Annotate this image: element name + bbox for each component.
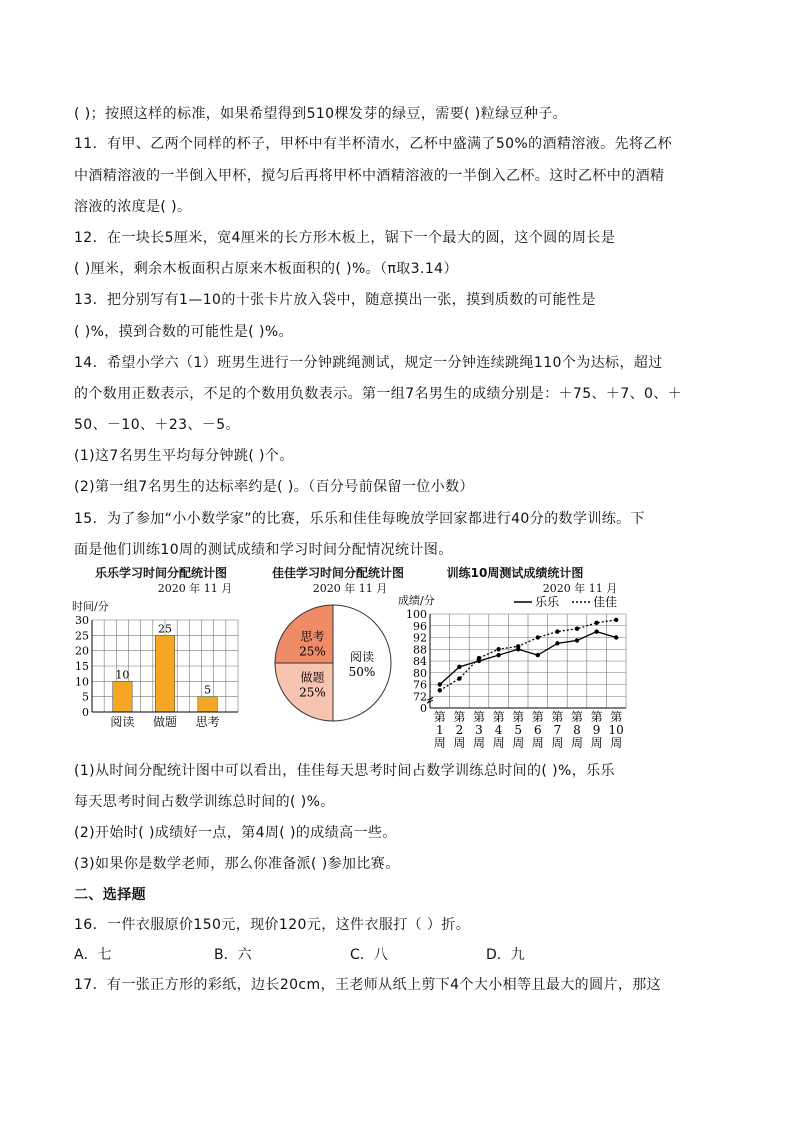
x-tick-label: 周 xyxy=(570,736,584,750)
bar-chart-date: 2020 年 11 月 xyxy=(157,582,233,595)
question-12-line-2: ( )厘米，剩余木板面积占原来木板面积的( )%。（π取3.14） xyxy=(74,261,458,277)
data-point xyxy=(614,635,618,639)
x-tick-label: 第 xyxy=(512,710,525,724)
x-tick-label: 第 xyxy=(492,710,505,724)
question-17: 17．有一张正方形的彩纸，边长20cm，王老师从纸上剪下4个大小相等且最大的圆片，那这 xyxy=(74,977,662,993)
x-tick-label: 周 xyxy=(433,736,446,750)
bar xyxy=(198,697,217,712)
x-tick-label: 第 xyxy=(472,710,486,724)
line-chart xyxy=(396,592,631,757)
y-tick-label: 10 xyxy=(75,675,89,689)
question-14-line-1: 14．希望小学六（1）班男生进行一分钟跳绳测试，规定一分钟连续跳绳110个为达标，超过 xyxy=(74,355,663,371)
question-13-line-2: ( )%，摸到合数的可能性是( )%。 xyxy=(74,324,293,340)
question-15-sub-1-line-1: (1)从时间分配统计图中可以看出，佳佳每天思考时间占数学训练总时间的( )%，乐乐 xyxy=(74,763,615,779)
line-chart-date: 2020 年 11 月 xyxy=(542,582,618,595)
text-line-1: ( )；按照这样的标准，如果希望得到510棵发芽的绿豆，需要( )粒绿豆种子。 xyxy=(74,106,568,122)
y-tick-label: 0 xyxy=(420,702,427,715)
pie-slice-label: 思考 xyxy=(300,629,325,644)
bar-data-label: 10 xyxy=(115,668,130,682)
legend-label: 乐乐 xyxy=(535,595,560,609)
pie-slice-value: 50% xyxy=(348,665,376,679)
question-14-line-2: 的个数用正数表示，不足的个数用负数表示。第一组7名男生的成绩分别是：＋75、＋7、0、＋ xyxy=(74,386,683,402)
x-tick-label: 1 xyxy=(435,723,444,737)
pie-chart-title: 佳佳学习时间分配统计图 xyxy=(271,566,404,580)
pie-slice-label: 做题 xyxy=(300,670,325,685)
y-tick-label: 0 xyxy=(82,706,89,719)
pie-slice-label: 阅读 xyxy=(349,650,375,664)
data-point xyxy=(594,629,598,633)
data-point xyxy=(614,618,618,622)
y-tick-label: 88 xyxy=(413,643,427,657)
x-tick-label: 第 xyxy=(531,710,544,724)
x-tick-label: 9 xyxy=(592,723,601,737)
question-15-sub-1-line-2: 每天思考时间占数学训练总时间的( )%。 xyxy=(74,794,335,810)
pie-chart-date: 2020 年 11 月 xyxy=(312,582,388,595)
x-tick-label: 7 xyxy=(553,723,562,737)
x-tick-label: 阅读 xyxy=(110,715,135,729)
y-tick-label: 72 xyxy=(413,690,427,704)
y-tick-label: 84 xyxy=(413,655,427,668)
y-tick-label: 5 xyxy=(82,690,89,704)
x-tick-label: 做题 xyxy=(152,715,178,729)
data-point xyxy=(457,676,461,680)
x-tick-label: 周 xyxy=(590,736,603,750)
data-point xyxy=(438,688,442,692)
data-point xyxy=(536,635,540,639)
bar-chart xyxy=(70,612,250,732)
data-point xyxy=(555,641,559,645)
question-15-sub-3: (3)如果你是数学老师，那么你准备派( )参加比赛。 xyxy=(74,856,400,872)
y-tick-label: 100 xyxy=(406,608,427,621)
x-tick-label: 思考 xyxy=(195,715,220,729)
bar-chart-ylabel: 时间/分 xyxy=(72,600,109,613)
option-a[interactable]: A．七 xyxy=(74,947,112,963)
y-tick-label: 96 xyxy=(413,619,427,633)
y-tick-label: 15 xyxy=(75,660,89,673)
data-point xyxy=(477,656,481,660)
data-point xyxy=(438,682,442,686)
data-point xyxy=(496,653,500,657)
x-tick-label: 5 xyxy=(514,723,523,737)
x-tick-label: 8 xyxy=(573,723,581,737)
x-tick-label: 周 xyxy=(610,736,623,750)
question-14-sub-1: (1)这7名男生平均每分钟跳( )个。 xyxy=(74,448,294,464)
x-tick-label: 4 xyxy=(494,723,503,737)
x-tick-label: 第 xyxy=(433,710,446,724)
x-tick-label: 10 xyxy=(608,723,624,737)
x-tick-label: 周 xyxy=(492,736,505,750)
x-tick-label: 周 xyxy=(531,736,544,750)
data-point xyxy=(457,665,461,669)
line-chart-title: 训练10周测试成绩统计图 xyxy=(446,566,584,580)
line-chart-ylabel: 成绩/分 xyxy=(398,594,435,607)
x-tick-label: 周 xyxy=(453,736,466,750)
pie-slice-value: 25% xyxy=(299,644,326,659)
question-13-line-1: 13．把分别写有1—10的十张卡片放入袋中，随意摸出一张，摸到质数的可能性是 xyxy=(74,292,596,308)
x-tick-label: 3 xyxy=(475,723,483,737)
question-12-line-1: 12．在一块长5厘米，宽4厘米的长方形木板上，锯下一个最大的圆，这个圆的周长是 xyxy=(74,230,616,246)
bar-data-label: 5 xyxy=(204,683,212,697)
x-tick-label: 第 xyxy=(551,710,564,724)
question-11-line-1: 11．有甲、乙两个同样的杯子，甲杯中有半杯清水，乙杯中盛满了50%的酒精溶液。先将乙杯 xyxy=(74,136,673,152)
y-tick-label: 30 xyxy=(75,614,89,627)
y-tick-label: 25 xyxy=(75,629,89,643)
data-point xyxy=(516,644,520,648)
question-11-line-2: 中酒精溶液的一半倒入甲杯，搅匀后再将甲杯中酒精溶液的一半倒入乙杯。这时乙杯中的酒精 xyxy=(74,168,665,184)
x-tick-label: 2 xyxy=(455,723,464,737)
question-14-line-3: 50、－10、＋23、－5。 xyxy=(74,417,240,433)
question-16: 16．一件衣服原价150元，现价120元，这件衣服打（ ）折。 xyxy=(74,917,471,933)
option-d[interactable]: D．九 xyxy=(486,947,525,963)
bar-chart-title: 乐乐学习时间分配统计图 xyxy=(94,566,227,580)
x-tick-label: 周 xyxy=(472,736,486,750)
section-heading-choice: 二、选择题 xyxy=(74,887,146,903)
y-tick-label: 80 xyxy=(413,666,427,680)
data-point xyxy=(555,629,559,633)
bar xyxy=(155,635,174,712)
y-tick-label: 76 xyxy=(413,678,427,692)
data-point xyxy=(594,621,598,625)
x-tick-label: 第 xyxy=(570,710,584,724)
question-11-line-3: 溶液的浓度是( )。 xyxy=(74,199,192,215)
x-tick-label: 第 xyxy=(453,710,466,724)
option-c[interactable]: C．八 xyxy=(350,947,388,963)
y-tick-label: 20 xyxy=(75,644,89,658)
question-14-sub-2: (2)第一组7名男生的达标率约是( )。（百分号前保留一位小数） xyxy=(74,479,474,495)
bar-data-label: 25 xyxy=(158,622,172,636)
pie-chart xyxy=(268,598,398,728)
legend-label: 佳佳 xyxy=(593,595,618,609)
x-tick-label: 6 xyxy=(533,723,542,737)
data-point xyxy=(575,638,579,642)
x-tick-label: 周 xyxy=(512,736,525,750)
data-point xyxy=(496,647,500,651)
question-15-line-1: 15．为了参加“小小数学家”的比赛，乐乐和佳佳每晚放学回家都进行40分的数学训练。下 xyxy=(74,511,645,527)
question-15-sub-2: (2)开始时( )成绩好一点，第4周( )的成绩高一些。 xyxy=(74,825,397,841)
data-point xyxy=(536,653,540,657)
x-tick-label: 第 xyxy=(610,710,623,724)
question-15-line-2: 面是他们训练10周的测试成绩和学习时间分配情况统计图。 xyxy=(74,542,453,558)
bar xyxy=(113,681,132,712)
pie-slice-value: 25% xyxy=(299,685,326,700)
x-tick-label: 周 xyxy=(551,736,564,750)
y-tick-label: 92 xyxy=(413,631,427,645)
data-point xyxy=(575,626,579,630)
option-b[interactable]: B．六 xyxy=(214,947,252,963)
x-tick-label: 第 xyxy=(590,710,603,724)
